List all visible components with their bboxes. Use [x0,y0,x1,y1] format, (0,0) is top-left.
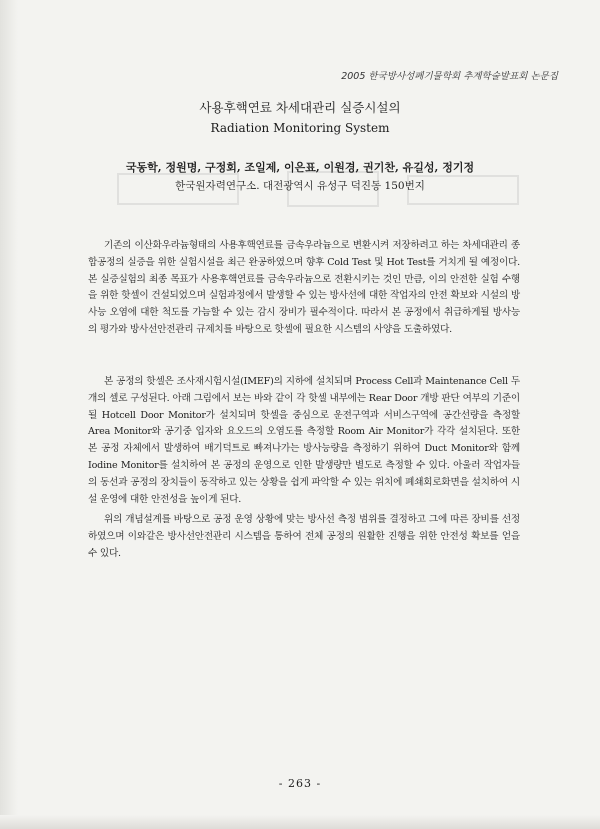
body-paragraph-1 [88,238,520,339]
paragraph-text: 기존의 이산화우라늄형태의 사용후핵연료를 금속우라늄으로 변환시켜 저장하려고 하는 차세대관리 종합공정의 실증을 위한 실험시설을 최근 완공하였으며 향후 Cold Test 및 Hot Test를 거치게 될 예정이다. 본 실증실험의 최종 목표가 사용후핵연료를 금속우라늄으로 전환시키는 것인 만큼, 이의 안전한 실험 수행을 위한 핫셀이 건설되었으며 실험과정에서 발생할 수 있는 방사선에 대한 작업자의 안전 확보와 시설의 방사능 오염에 대한 척도를 가늠할 수 있는 감시 장비가 필수적이다. 따라서 본 공정에서 취급하게될 방사능의 평가와 방사선안전관리 규제치를 바탕으로 핫셀에 필요한 시스템의 사양을 도출하였다. [88,240,520,335]
paper-title-korean: 사용후핵연료 차세대관리 실증시설의 [199,100,401,115]
paper-title-english: Radiation Monitoring System [210,121,390,135]
body-paragraph-2 [88,374,520,508]
body-paragraph-3 [88,512,520,562]
proceedings-header: 2005 한국방사성폐기물학회 추계학술발표회 논문집 [341,71,558,82]
page-number: - 263 - [278,777,322,790]
affiliation: 한국원자력연구소. 대전광역시 유성구 덕진동 150번지 [175,180,425,192]
paragraph-text: 본 공정의 핫셀은 조사재시험시설(IMEF)의 지하에 설치되며 Process Cell과 Maintenance Cell 두 개의 셀로 구성된다. 아래 그림에서 보는 바와 같이 각 핫셀 내부에는 Rear Door 개방 판단 여부의 기준이 될 Hotcell Door Monitor가 설치되며 핫셀을 중심으로 운전구역과 서비스구역에 공간선량을 측정할 Area Monitor와 공기중 입자와 요오드의 오염도를 측정할 Room Air Monitor가 각각 설치된다. 또한 본 공정 자체에서 발생하여 배기덕트로 빠져나가는 방사능량을 측정하기 위하여 Duct Monitor와 함께 Iodine Monitor를 설치하여 본 공정의 운영으로 인한 발생량만 별도로 측정할 수 있다. 아울러 작업자들의 동선과 공정의 장치들이 동작하고 있는 상황을 쉽게 파악할 수 있는 위치에 폐쇄회로화면을 설치하여 시설 운영에 대한 안전성을 높이게 된다. [88,376,520,505]
scan-bottom-shadow [0,815,600,829]
author-list: 국동학, 정원명, 구정회, 조일제, 이은표, 이원경, 권기찬, 유길성, 정기정 [125,161,475,174]
paragraph-text: 위의 개념설계를 바탕으로 공정 운영 상황에 맞는 방사선 측정 범위를 결정하고 그에 따른 장비를 선정하였으며 이와같은 방사선안전관리 시스템을 통하여 전체 공정의 원활한 진행을 위한 안전성 확보를 얻을 수 있다. [88,514,520,559]
